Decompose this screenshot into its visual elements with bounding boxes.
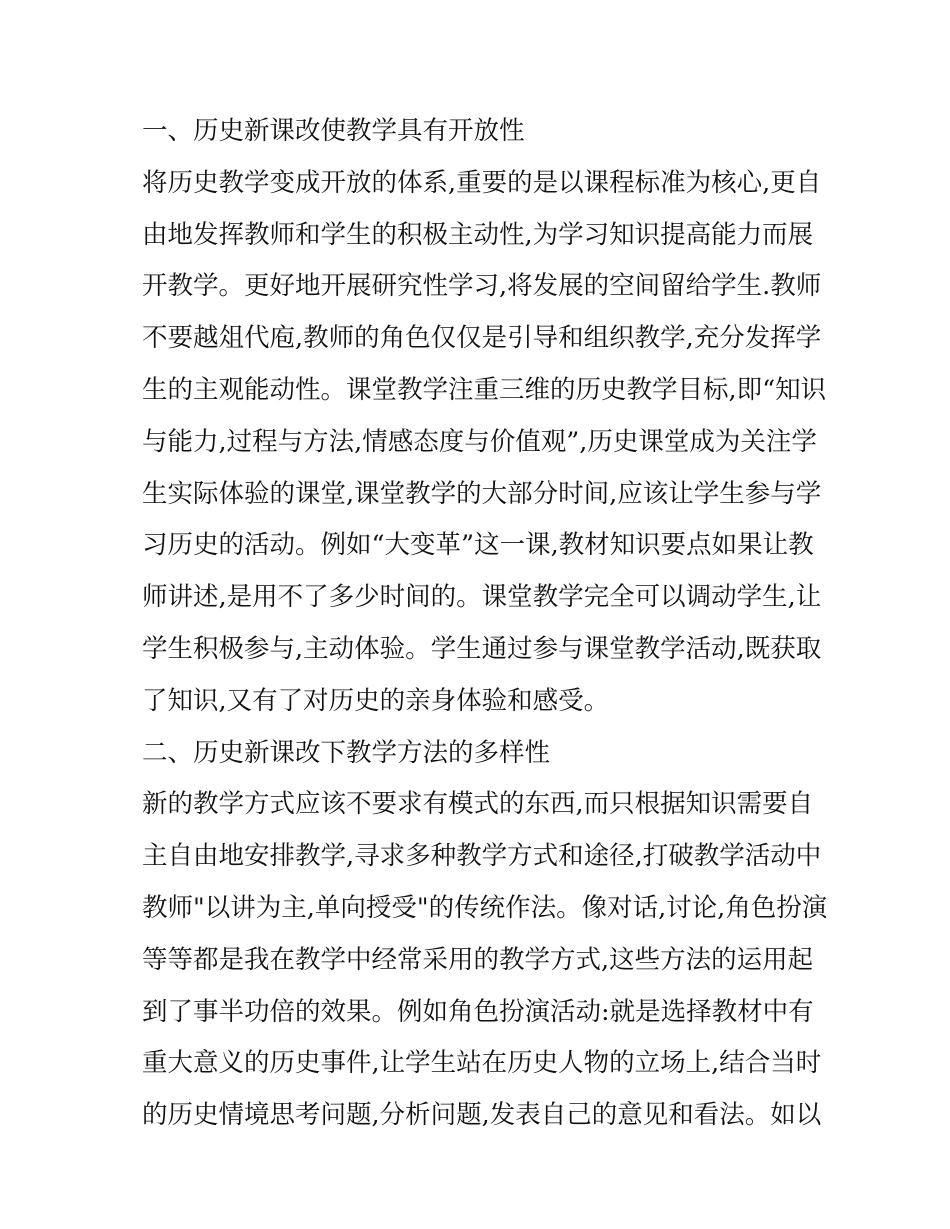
paragraph-line: 开教学。更好地开展研究性学习,将发展的空间留给学生.教师 [142,271,822,302]
paragraph-line: 主自由地安排教学,寻求多种教学方式和途径,打破教学活动中 [142,841,822,872]
paragraph-line: 不要越俎代庖,教师的角色仅仅是引导和组织教学,充分发挥学 [142,323,822,354]
paragraph-line: 教师"以讲为主,单向授受"的传统作法。像对话,讨论,角色扮演 [142,892,828,923]
paragraph-line: 等等都是我在教学中经常采用的教学方式,这些方法的运用起 [142,944,814,975]
paragraph-line: 学生积极参与,主动体验。学生通过参与课堂教学活动,既获取 [142,633,822,664]
paragraph-line: 了知识,又有了对历史的亲身体验和感受。 [142,685,610,716]
paragraph-line: 将历史教学变成开放的体系,重要的是以课程标准为核心,更自 [142,167,822,198]
paragraph-line: 习历史的活动。例如“大变革”这一课,教材知识要点如果让教 [142,530,814,561]
document-body [142,106,828,1142]
paragraph-line: 与能力,过程与方法,情感态度与价值观”,历史课堂成为关注学 [142,426,817,457]
paragraph-line: 新的教学方式应该不要求有模式的东西,而只根据知识需要自 [142,789,814,820]
paragraph-line: 到了事半功倍的效果。例如角色扮演活动:就是选择教材中有 [142,996,814,1027]
paragraph-line: 生的主观能动性。课堂教学注重三维的历史教学目标,即“知识 [142,374,827,405]
paragraph-line: 的历史情境思考问题,分析问题,发表自己的意见和看法。如以 [142,1100,822,1131]
section-heading-1: 一、历史新课改使教学具有开放性 [142,116,525,146]
paragraph-line: 由地发挥教师和学生的积极主动性,为学习知识提高能力而展 [142,219,814,250]
paragraph-line: 师讲述,是用不了多少时间的。课堂教学完全可以调动学生,让 [142,582,822,613]
section-heading-2: 二、历史新课改下教学方法的多样性 [142,737,551,768]
paragraph-line: 重大意义的历史事件,让学生站在历史人物的立场上,结合当时 [142,1048,822,1079]
paragraph-line: 生实际体验的课堂,课堂教学的大部分时间,应该让学生参与学 [142,478,822,509]
